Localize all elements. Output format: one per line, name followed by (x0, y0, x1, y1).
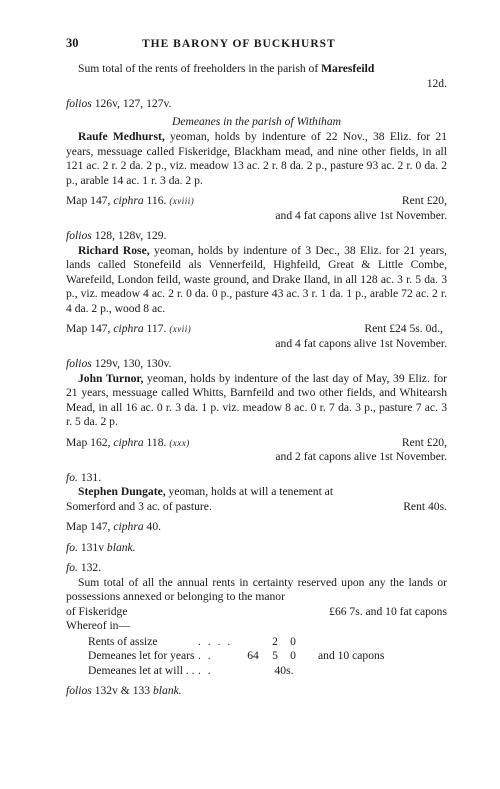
map-ref: Map 147, (66, 194, 111, 207)
entry-text: yeoman, holds by indenture of 3 Dec., 38 Eliz. for 21 years, lands called Stonefeild als Vennerfeild, Highfeild, Great & Little Combe, Warefeild, London feild, waste ground, and Drake Iland, in all 128 ac. 3 r. 5 da. 3 p., viz. meadow 4 ac. 2 r. 0 da. 0 p., pasture 43 ac. 3 r. 1 da. 1 p., arable 72 ac. 2 r. 4 da. 2 p., wood 8 ac. (66, 243, 448, 315)
folio-refs: 132. (80, 561, 102, 574)
folio-label: fo. (66, 540, 78, 554)
document-page (66, 36, 447, 699)
tenant-name: John Turnor, (78, 371, 144, 385)
tenant-name: Raufe Medhurst, (78, 130, 165, 143)
folio-ref (66, 684, 447, 699)
freeholders-total (66, 62, 447, 77)
folio-refs: 131. (80, 470, 102, 484)
rent-amount: Rent 40s. (403, 499, 447, 513)
folio-ref (66, 357, 447, 372)
map-line (66, 322, 447, 337)
row-note: and 10 capons (318, 649, 385, 662)
rent-amount: Rent £20, (401, 435, 447, 449)
roman-numeral: (xxx) (169, 437, 190, 448)
entry-text-cont: Somerford and 3 ac. of pasture. (66, 499, 212, 513)
row-pounds: 64 (247, 649, 259, 662)
whereof-label: Whereof in— (66, 619, 131, 632)
ciphra-number: 116. (146, 194, 167, 207)
capons-note: and 2 fat capons alive 1st November. (275, 450, 447, 463)
entry-dungate (66, 485, 447, 500)
row-dots: . . . . (198, 634, 233, 648)
manor-summary: Sum total of all the annual rents in certainty reserved upon any the lands or possessions annexed or belonging to the manor (66, 575, 447, 603)
folio-refs: 131v (80, 540, 105, 554)
entry-text: yeoman, holds by indenture of the last day of May, 39 Eliz. for 21 years, messuage called Whitts, Barnfeild and two other fields, and Whitearsh Mead, in all 16 ac. 0 r. 3 da. 1 p. viz. meadow 8 ac. 0 r. 7 da. 3 p., pasture 7 ac. 3 r. 5 da. 2 p. (66, 371, 447, 428)
map-ref: Map 147, (66, 520, 111, 533)
row-shillings: 5 (272, 649, 278, 662)
folio-refs: 128, 128v, 129. (94, 229, 167, 242)
folio-ref (66, 229, 447, 244)
folio-label: folios (66, 97, 92, 110)
row-pence: 0 (290, 634, 296, 648)
folio-note: blank. (153, 684, 182, 697)
intro-place: Maresfeild (321, 62, 375, 75)
dungate-rent-line (66, 500, 447, 515)
entry-text: yeoman, holds at will a tenement at (168, 485, 334, 498)
freeholders-amount: 12d. (426, 76, 447, 90)
ciphra-label: ciphra (113, 520, 144, 533)
row-pounds (240, 635, 266, 650)
table-row (88, 664, 447, 679)
map-line (66, 194, 447, 209)
row-shillings: 40s. (274, 663, 294, 677)
row-label: Rents of assize (88, 634, 158, 648)
manor-total: £66 7s. and 10 fat capons (329, 604, 447, 618)
map-line (66, 436, 447, 451)
folio-ref (66, 97, 447, 112)
manor-name: of Fiskeridge (66, 604, 128, 618)
entry-turnor (66, 372, 447, 430)
page-header (66, 36, 447, 54)
row-dots: . . (198, 649, 213, 662)
row-pounds (240, 664, 266, 679)
folio-refs: 129v, 130, 130v. (94, 357, 172, 370)
tenant-name: Stephen Dungate, (78, 485, 166, 498)
ciphra-number: 118. (146, 435, 167, 449)
entry-rose (66, 244, 447, 317)
folio-label: fo. (66, 470, 78, 484)
folio-label: fo. (66, 561, 78, 574)
fiskeridge-total-line (66, 605, 447, 620)
folio-ref (66, 541, 447, 556)
ciphra-label: ciphra (113, 322, 144, 335)
folio-refs: 132v & 133 (94, 684, 151, 697)
rent-amount: Rent £20, (401, 194, 447, 207)
roman-numeral: (xviii) (169, 196, 195, 206)
intro-text: Sum total of the rents of freeholders in the parish of (78, 62, 322, 75)
table-row (88, 635, 447, 650)
folio-label: folios (66, 684, 92, 697)
capons-note: and 4 fat capons alive 1st November. (275, 336, 447, 350)
ciphra-label: ciphra (113, 194, 144, 207)
ciphra-label: ciphra (113, 435, 144, 449)
roman-numeral: (xvii) (169, 324, 192, 334)
folio-ref (66, 471, 447, 486)
row-label: Demeanes let at will . . (88, 663, 195, 677)
map-ref: Map 162, (66, 435, 111, 449)
folio-refs: 126v, 127, 127v. (94, 97, 172, 110)
entry-text: yeoman, holds by indenture of 22 Nov., 38 Eliz. for 21 years, messuage called Fiskeridge, Blackham mead, and nine other fields, in all 121 ac. 2 r. 2 da. 2 p., viz. meadow 13 ac. 2 r. 8 da. 2 p., pasture 93 ac. 2 r. 0 da. 2 p., arable 14 ac. 1 r. 3 da. 2 p. (66, 130, 447, 187)
page-number: 30 (66, 36, 79, 50)
table-row (88, 649, 447, 664)
row-label: Demeanes let for years (88, 649, 195, 662)
rent-breakdown-table (88, 635, 447, 679)
tenant-name: Richard Rose, (78, 243, 150, 257)
folio-ref (66, 561, 447, 576)
folio-label: folios (66, 357, 92, 370)
folio-note: blank. (106, 540, 136, 554)
map-line (66, 520, 447, 535)
demeanes-heading: Demeanes in the parish of Withiham (171, 114, 342, 128)
ciphra-number: 117. (146, 322, 167, 335)
running-title: THE BARONY OF BUCKHURST (142, 38, 336, 50)
row-shillings: 2 (272, 634, 278, 648)
ciphra-number: 40. (146, 520, 162, 533)
folio-label: folios (66, 229, 92, 242)
map-ref: Map 147, (66, 322, 111, 335)
capons-note: and 4 fat capons alive 1st November. (275, 208, 447, 222)
row-pence: 0 (290, 649, 296, 662)
rent-amount: Rent £24 5s. 0d., (364, 322, 443, 335)
row-dots: . . (198, 663, 213, 677)
entry-medhurst (66, 130, 447, 188)
